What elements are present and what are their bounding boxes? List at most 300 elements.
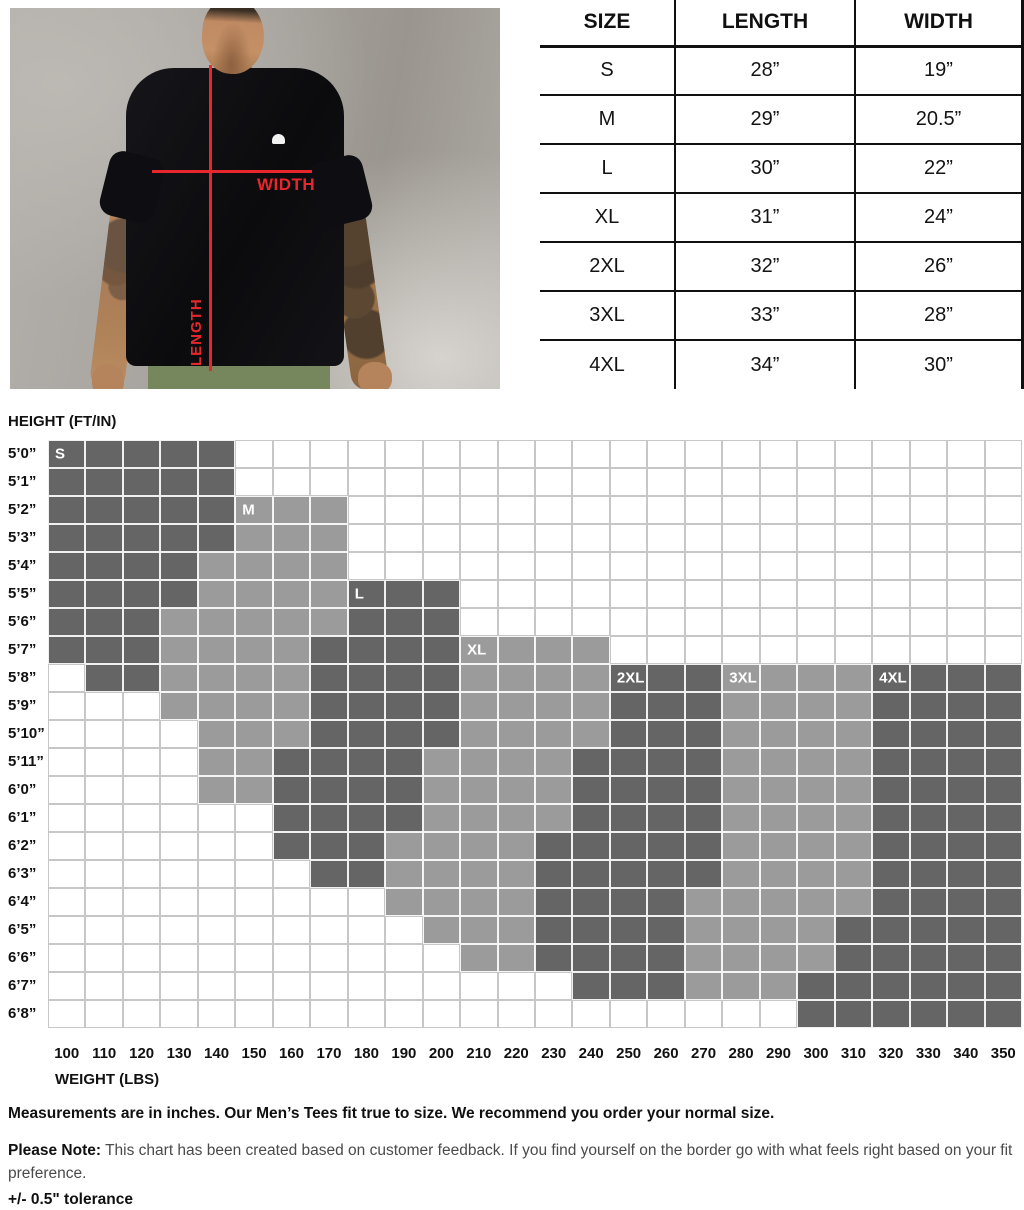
height-tick: 6’5” (8, 921, 37, 938)
grid-cell (797, 944, 834, 972)
table-header-row (540, 0, 1021, 46)
grid-cell (910, 748, 947, 776)
grid-cell (160, 524, 197, 552)
height-tick: 6’4” (8, 893, 37, 910)
grid-cell (947, 608, 984, 636)
grid-cell (123, 720, 160, 748)
grid-cell (685, 580, 722, 608)
grid-cell (760, 916, 797, 944)
grid-cell (572, 860, 609, 888)
grid-cell (123, 832, 160, 860)
grid-cell (85, 580, 122, 608)
grid-cell (685, 1000, 722, 1028)
grid-cell (160, 580, 197, 608)
grid-cell (235, 440, 272, 468)
grid-cell (123, 608, 160, 636)
grid-cell (797, 496, 834, 524)
height-tick: 5’7” (8, 641, 37, 658)
grid-cell (835, 496, 872, 524)
height-tick: 5’11” (8, 753, 44, 770)
weight-tick: 220 (503, 1045, 529, 1062)
grid-cell (610, 1000, 647, 1028)
table-cell: 2XL (540, 242, 675, 291)
grid-cell (835, 972, 872, 1000)
grid-cell (160, 748, 197, 776)
weight-axis-ticks (48, 1045, 1022, 1062)
grid-cell (273, 664, 310, 692)
grid-cell (872, 832, 909, 860)
grid-cell (198, 692, 235, 720)
grid-cell (872, 636, 909, 664)
grid-cell (310, 496, 347, 524)
grid-cell (273, 832, 310, 860)
grid-cell (685, 664, 722, 692)
table-row (540, 340, 1021, 389)
grid-cell (423, 860, 460, 888)
grid-cell (985, 1000, 1022, 1028)
grid-cell (460, 608, 497, 636)
grid-cell (273, 524, 310, 552)
grid-cell (572, 944, 609, 972)
grid-cell (123, 692, 160, 720)
grid-cell (647, 608, 684, 636)
grid-cell (348, 860, 385, 888)
grid-cell (460, 944, 497, 972)
grid-cell (160, 440, 197, 468)
grid-cell (198, 1000, 235, 1028)
grid-cell (797, 776, 834, 804)
grid-cell (835, 636, 872, 664)
grid-cell (160, 720, 197, 748)
table-row (540, 46, 1021, 95)
grid-cell (910, 524, 947, 552)
grid-cell (85, 720, 122, 748)
grid-size-label: XL (467, 641, 487, 659)
grid-cell (722, 468, 759, 496)
grid-cell (160, 972, 197, 1000)
height-tick: 5’9” (8, 697, 37, 714)
grid-cell (235, 888, 272, 916)
grid-cell (123, 468, 160, 496)
table-cell: XL (540, 193, 675, 242)
grid-cell (647, 944, 684, 972)
grid-cell (760, 580, 797, 608)
grid-cell (910, 692, 947, 720)
grid-cell (235, 468, 272, 496)
grid-cell (835, 524, 872, 552)
grid-cell (685, 608, 722, 636)
grid-cell (235, 692, 272, 720)
grid-cell (85, 944, 122, 972)
grid-cell (85, 860, 122, 888)
grid-cell (385, 776, 422, 804)
grid-cell (85, 972, 122, 1000)
grid-cell (835, 440, 872, 468)
grid-cell (985, 916, 1022, 944)
grid-cell (385, 636, 422, 664)
grid-cell (85, 1000, 122, 1028)
grid-cell (572, 692, 609, 720)
height-axis-title: HEIGHT (FT/IN) (8, 413, 117, 430)
grid-cell (572, 524, 609, 552)
grid-cell (722, 832, 759, 860)
grid-cell (685, 748, 722, 776)
grid-cell (423, 636, 460, 664)
grid-cell (722, 552, 759, 580)
grid-cell (160, 916, 197, 944)
grid-cell (647, 636, 684, 664)
weight-tick: 330 (915, 1045, 941, 1062)
grid-cell (85, 468, 122, 496)
grid-cell (198, 636, 235, 664)
grid-cell (348, 888, 385, 916)
grid-cell (535, 748, 572, 776)
grid-cell (385, 440, 422, 468)
grid-cell (610, 916, 647, 944)
grid-cell (385, 692, 422, 720)
grid-cell (872, 916, 909, 944)
grid-cell (385, 748, 422, 776)
grid-cell (872, 608, 909, 636)
grid-cell (160, 1000, 197, 1028)
table-cell: 26” (855, 242, 1021, 291)
grid-cell (985, 580, 1022, 608)
grid-cell (235, 552, 272, 580)
grid-cell (348, 524, 385, 552)
grid-cell (123, 440, 160, 468)
grid-cell (460, 664, 497, 692)
table-cell: 20.5” (855, 95, 1021, 144)
grid-cell (235, 916, 272, 944)
grid-cell (797, 832, 834, 860)
grid-cell (797, 1000, 834, 1028)
note-tolerance: +/- 0.5" tolerance (8, 1191, 133, 1208)
size-grid (48, 440, 1022, 1028)
grid-cell (498, 692, 535, 720)
grid-cell (123, 1000, 160, 1028)
grid-cell (722, 524, 759, 552)
grid-cell (835, 720, 872, 748)
grid-cell (310, 916, 347, 944)
grid-cell (910, 552, 947, 580)
grid-cell (310, 636, 347, 664)
grid-cell (985, 664, 1022, 692)
grid-cell (273, 804, 310, 832)
grid-cell (423, 580, 460, 608)
grid-cell (198, 580, 235, 608)
grid-cell (872, 580, 909, 608)
note-feedback-text: This chart has been created based on customer feedback. If you find yourself on the border go with what feels right based on your fit preference. (8, 1142, 1013, 1183)
grid-cell (310, 580, 347, 608)
grid-cell (273, 440, 310, 468)
grid-cell (310, 972, 347, 1000)
grid-cell (835, 916, 872, 944)
grid-cell (385, 944, 422, 972)
grid-cell (273, 692, 310, 720)
grid-cell (910, 832, 947, 860)
grid-cell (198, 776, 235, 804)
table-cell: 30” (855, 340, 1021, 389)
grid-cell (235, 636, 272, 664)
grid-cell (310, 776, 347, 804)
grid-cell (460, 524, 497, 552)
grid-cell (310, 692, 347, 720)
grid-cell (760, 944, 797, 972)
grid-cell (610, 972, 647, 1000)
grid-cell (235, 580, 272, 608)
table-row (540, 144, 1021, 193)
table-cell: S (540, 46, 675, 95)
height-tick: 5’1” (8, 473, 37, 490)
grid-cell (985, 636, 1022, 664)
weight-tick: 180 (353, 1045, 379, 1062)
grid-cell (348, 608, 385, 636)
grid-cell (797, 440, 834, 468)
grid-cell (685, 636, 722, 664)
weight-tick: 120 (129, 1045, 155, 1062)
grid-cell (198, 552, 235, 580)
grid-cell (647, 468, 684, 496)
grid-cell (985, 608, 1022, 636)
grid-cell (685, 524, 722, 552)
grid-cell (985, 776, 1022, 804)
grid-cell (535, 468, 572, 496)
grid-cell (760, 832, 797, 860)
grid-cell (797, 552, 834, 580)
grid-cell (48, 720, 85, 748)
grid-cell (610, 664, 647, 692)
table-row (540, 95, 1021, 144)
grid-cell (985, 524, 1022, 552)
grid-cell (760, 1000, 797, 1028)
grid-cell (835, 1000, 872, 1028)
grid-cell (498, 860, 535, 888)
grid-cell (85, 440, 122, 468)
grid-cell (348, 440, 385, 468)
grid-cell (835, 692, 872, 720)
grid-cell (273, 860, 310, 888)
grid-cell (985, 832, 1022, 860)
grid-cell (835, 748, 872, 776)
table-cell: 31” (675, 193, 855, 242)
grid-cell (310, 664, 347, 692)
grid-cell (460, 580, 497, 608)
grid-cell (385, 720, 422, 748)
grid-cell (48, 552, 85, 580)
grid-cell (872, 524, 909, 552)
height-tick: 5’3” (8, 529, 37, 546)
grid-cell (273, 1000, 310, 1028)
grid-cell (160, 468, 197, 496)
grid-cell (85, 916, 122, 944)
grid-cell (348, 972, 385, 1000)
grid-cell (273, 496, 310, 524)
grid-cell (797, 692, 834, 720)
grid-cell (460, 440, 497, 468)
grid-cell (872, 776, 909, 804)
grid-cell (310, 468, 347, 496)
grid-cell (198, 468, 235, 496)
grid-cell (498, 468, 535, 496)
grid-cell (385, 804, 422, 832)
grid-cell (610, 860, 647, 888)
grid-cell (498, 524, 535, 552)
grid-cell (160, 860, 197, 888)
grid-cell (48, 1000, 85, 1028)
grid-cell (947, 832, 984, 860)
grid-cell (647, 804, 684, 832)
grid-cell (685, 888, 722, 916)
grid-cell (273, 720, 310, 748)
grid-cell (385, 664, 422, 692)
grid-cell (535, 636, 572, 664)
grid-cell (235, 664, 272, 692)
grid-cell (835, 468, 872, 496)
grid-cell (198, 832, 235, 860)
grid-cell (273, 748, 310, 776)
grid-cell (198, 720, 235, 748)
grid-cell (647, 552, 684, 580)
grid-cell (572, 440, 609, 468)
grid-cell (498, 832, 535, 860)
grid-cell (647, 748, 684, 776)
grid-cell (198, 972, 235, 1000)
grid-cell (797, 748, 834, 776)
grid-cell (910, 860, 947, 888)
grid-cell (797, 804, 834, 832)
grid-cell (123, 944, 160, 972)
grid-cell (835, 552, 872, 580)
grid-cell (947, 692, 984, 720)
grid-cell (872, 664, 909, 692)
grid-cell (385, 916, 422, 944)
grid-cell (123, 496, 160, 524)
grid-cell (460, 860, 497, 888)
grid-cell (535, 496, 572, 524)
grid-cell (535, 552, 572, 580)
grid-cell (872, 496, 909, 524)
grid-cell (160, 832, 197, 860)
grid-cell (760, 776, 797, 804)
weight-tick: 270 (691, 1045, 717, 1062)
grid-cell (273, 468, 310, 496)
grid-cell (235, 524, 272, 552)
grid-cell (722, 580, 759, 608)
grid-cell (797, 636, 834, 664)
grid-cell (460, 888, 497, 916)
grid-cell (985, 468, 1022, 496)
grid-cell (385, 580, 422, 608)
grid-cell (535, 1000, 572, 1028)
grid-cell (198, 916, 235, 944)
grid-cell (797, 524, 834, 552)
grid-cell (610, 468, 647, 496)
grid-cell (910, 468, 947, 496)
grid-cell (498, 804, 535, 832)
grid-cell (160, 636, 197, 664)
grid-cell (48, 608, 85, 636)
weight-tick: 210 (466, 1045, 492, 1062)
grid-cell (198, 944, 235, 972)
grid-cell (835, 608, 872, 636)
weight-tick: 200 (428, 1045, 454, 1062)
grid-cell (498, 1000, 535, 1028)
grid-cell (722, 748, 759, 776)
grid-cell (872, 720, 909, 748)
grid-cell (423, 804, 460, 832)
grid-cell (460, 972, 497, 1000)
height-tick: 5’8” (8, 669, 37, 686)
grid-cell (572, 496, 609, 524)
grid-cell (910, 636, 947, 664)
grid-cell (947, 552, 984, 580)
grid-cell (423, 468, 460, 496)
grid-cell (535, 580, 572, 608)
grid-cell (610, 496, 647, 524)
grid-cell (760, 524, 797, 552)
grid-cell (835, 804, 872, 832)
weight-tick: 140 (204, 1045, 230, 1062)
grid-cell (722, 720, 759, 748)
grid-size-label: S (55, 445, 66, 463)
grid-cell (198, 664, 235, 692)
grid-cell (760, 608, 797, 636)
grid-cell (160, 664, 197, 692)
table-cell: 28” (855, 291, 1021, 340)
grid-cell (722, 692, 759, 720)
grid-cell (872, 748, 909, 776)
grid-cell (985, 496, 1022, 524)
grid-cell (48, 860, 85, 888)
grid-cell (48, 496, 85, 524)
grid-cell (760, 804, 797, 832)
grid-cell (835, 664, 872, 692)
grid-cell (610, 524, 647, 552)
grid-cell (385, 496, 422, 524)
grid-cell (535, 720, 572, 748)
grid-cell (123, 804, 160, 832)
grid-cell (872, 944, 909, 972)
grid-cell (348, 916, 385, 944)
grid-cell (385, 524, 422, 552)
grid-cell (760, 720, 797, 748)
weight-tick: 150 (241, 1045, 267, 1062)
grid-cell (385, 608, 422, 636)
grid-cell (872, 440, 909, 468)
length-label: LENGTH (188, 298, 205, 366)
weight-tick: 290 (765, 1045, 791, 1062)
grid-cell (385, 468, 422, 496)
grid-cell (498, 972, 535, 1000)
grid-cell (797, 664, 834, 692)
grid-cell (947, 524, 984, 552)
grid-cell (498, 580, 535, 608)
grid-cell (460, 832, 497, 860)
grid-cell (722, 1000, 759, 1028)
grid-cell (48, 944, 85, 972)
grid-cell (348, 580, 385, 608)
grid-cell (572, 972, 609, 1000)
grid-cell (647, 888, 684, 916)
grid-cell (610, 748, 647, 776)
grid-cell (310, 804, 347, 832)
grid-cell (572, 804, 609, 832)
width-measure-line (152, 170, 312, 173)
note-fit: Measurements are in inches. Our Men’s Tees fit true to size. We recommend you order your normal size. (8, 1105, 775, 1122)
grid-cell (685, 944, 722, 972)
grid-cell (947, 916, 984, 944)
grid-cell (498, 636, 535, 664)
